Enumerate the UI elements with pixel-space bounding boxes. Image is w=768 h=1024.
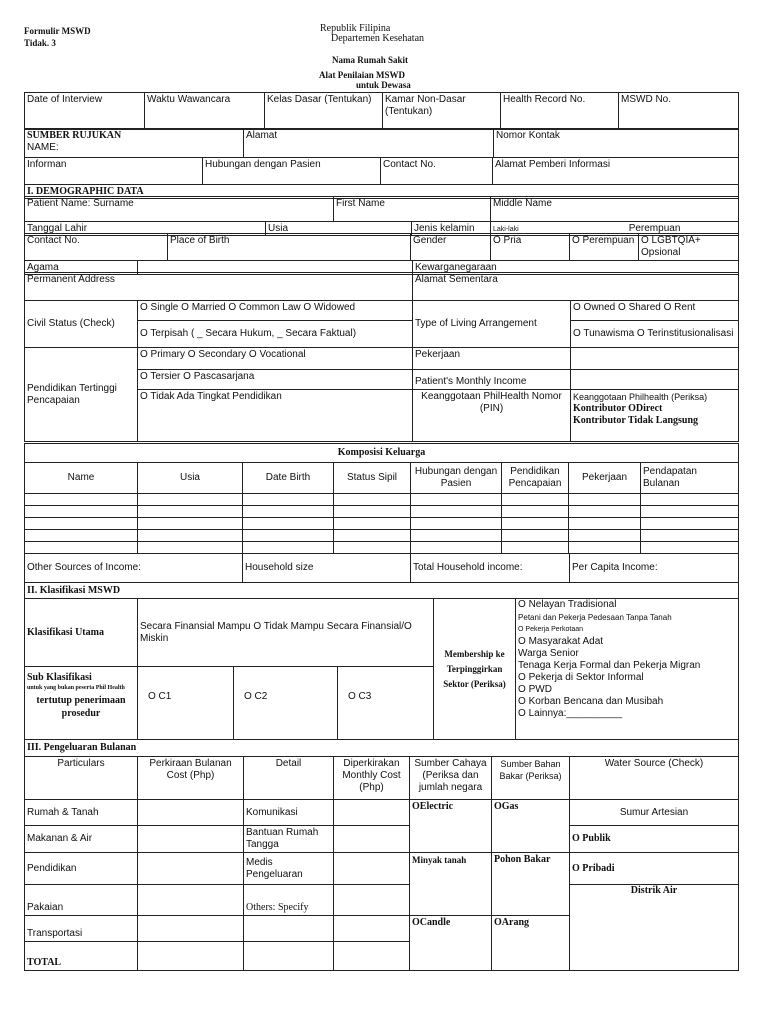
expense-est-cell[interactable] xyxy=(334,826,410,853)
col-estimated-monthly: Diperkirakan Monthly Cost (Php) xyxy=(334,757,410,800)
family-composition-title: Komposisi Keluarga xyxy=(25,444,739,463)
date-of-interview-field[interactable]: Date of Interview xyxy=(25,93,145,130)
gender-male-option[interactable]: O Pria xyxy=(491,234,570,261)
department-label: Departemen Kesehatan xyxy=(331,33,425,44)
sex-female-option[interactable]: Perempuan xyxy=(628,223,681,234)
expense-total-est[interactable] xyxy=(334,942,410,971)
first-name-field[interactable]: First Name xyxy=(334,197,491,222)
informant-address-field[interactable]: Alamat Pemberi Informasi xyxy=(493,158,739,185)
main-classification-label: Klasifikasi Utama xyxy=(25,599,138,667)
family-col-relation: Hubungan dengan Pasien xyxy=(411,463,502,494)
closed-procedure-label: tertutup penerimaan prosedur xyxy=(36,695,126,719)
classification-title: II. Klasifikasi MSWD xyxy=(25,583,739,599)
gender-lgbt-option[interactable]: O LGBTQIA+ Opsional xyxy=(639,234,739,261)
expense-total-cost[interactable] xyxy=(138,942,244,971)
gas-option[interactable]: OGas xyxy=(492,800,570,853)
other-income-field[interactable]: Other Sources of Income: xyxy=(25,554,243,583)
referral-source-label: SUMBER RUJUKAN xyxy=(27,130,122,141)
philhealth-pin-field[interactable]: Keanggotaan PhilHealth Nomor (PIN) xyxy=(413,390,571,442)
contact-gender-row xyxy=(24,233,739,261)
family-col-civil-status: Status Sipil xyxy=(334,463,411,494)
expense-total-label: TOTAL xyxy=(25,942,138,971)
family-col-name: Name xyxy=(25,463,138,494)
sector-option[interactable]: O Lainnya:__________ xyxy=(518,708,623,719)
c1-option[interactable]: O C1 xyxy=(138,667,234,740)
living-options-owned[interactable]: O Owned O Shared O Rent xyxy=(571,301,739,321)
temporary-address-field[interactable]: Alamat Sementara xyxy=(413,273,739,301)
relation-to-patient-field[interactable]: Hubungan dengan Pasien xyxy=(203,158,381,185)
expense-row-housing: Rumah & Tanah xyxy=(25,800,138,826)
education-options-3[interactable]: O Tidak Ada Tingkat Pendidikan xyxy=(138,390,413,442)
expense-row-transport: Transportasi xyxy=(25,916,138,942)
tool-subtitle: untuk Dewasa xyxy=(356,80,411,90)
sector-option[interactable]: O PWD xyxy=(518,684,552,695)
expense-est-cell[interactable] xyxy=(334,885,410,916)
c2-option[interactable]: O C2 xyxy=(234,667,338,740)
middle-name-field[interactable]: Middle Name xyxy=(491,197,739,222)
family-col-birthdate: Date Birth xyxy=(243,463,334,494)
expense-row-clothing: Pakaian xyxy=(25,885,138,916)
private-water-option[interactable]: O Pribadi xyxy=(570,853,739,885)
philhealth-check-label: Keanggotaan Philhealth (Periksa) xyxy=(573,392,708,402)
main-classification-options[interactable]: Secara Finansial Mampu O Tidak Mampu Secara Finansial/O Miskin xyxy=(138,599,434,667)
col-water-source: Water Source (Check) xyxy=(570,757,739,800)
family-col-occupation: Pekerjaan xyxy=(569,463,641,494)
living-options-homeless[interactable]: O Tunawisma O Terinstitusionalisasi xyxy=(571,321,739,348)
family-row[interactable] xyxy=(25,542,739,554)
surname-field[interactable]: Patient Name: Surname xyxy=(25,197,334,222)
non-basic-room-field[interactable]: Kamar Non-Dasar (Tentukan) xyxy=(383,93,501,130)
civil-separated-option[interactable]: O Terpisah ( _ Secara Hukum, _ Secara Faktual) xyxy=(138,321,413,348)
referral-section xyxy=(24,128,739,158)
republic-label: Republik Filipina xyxy=(320,23,391,34)
total-household-income-field[interactable]: Total Household income: xyxy=(411,554,570,583)
family-col-education: Pendidikan Pencapaian xyxy=(502,463,569,494)
sub-classification-label: Sub Klasifikasi xyxy=(27,672,92,683)
col-detail: Detail xyxy=(244,757,334,800)
civil-status-label: Civil Status (Check) xyxy=(25,301,138,348)
expense-cost-cell[interactable] xyxy=(138,885,244,916)
col-estimated-cost: Perkiraan Bulanan Cost (Php) xyxy=(138,757,244,800)
classification-section xyxy=(24,598,739,740)
expense-cost-cell[interactable] xyxy=(138,800,244,826)
expense-detail-cell[interactable] xyxy=(244,916,334,942)
household-size-field[interactable]: Household size xyxy=(243,554,411,583)
living-arrangement-label: Type of Living Arrangement xyxy=(413,301,571,348)
birthdate-field[interactable]: Tanggal Lahir xyxy=(25,222,266,236)
expense-est-cell[interactable] xyxy=(334,800,410,826)
education-section xyxy=(24,347,739,442)
classification-title-row xyxy=(24,582,739,599)
col-fuel-source: Sumber Bahan Bakar (Periksa) xyxy=(492,757,570,800)
kerosene-option[interactable]: Minyak tanah xyxy=(410,853,492,916)
family-composition-title-row xyxy=(24,443,739,463)
nationality-field[interactable]: Kewarganegaraan xyxy=(413,261,739,275)
demographic-title: I. DEMOGRAPHIC DATA xyxy=(25,185,739,199)
detail-household-help: Bantuan Rumah Tangga xyxy=(244,826,334,853)
detail-others: Others: Specify xyxy=(244,885,334,916)
sector-option[interactable]: Petani dan Pekerja Pedesaan Tanpa Tanah xyxy=(518,613,672,622)
family-row[interactable] xyxy=(25,530,739,542)
form-code: Formulir MSWD xyxy=(24,26,91,36)
permanent-address-field[interactable]: Permanent Address xyxy=(25,273,413,301)
sector-option[interactable]: O Masyarakat Adat xyxy=(518,636,604,647)
sub-classification-note: untuk yang bukan peserta Phil Health xyxy=(27,685,125,691)
education-options-2[interactable]: O Tersier O Pascasarjana xyxy=(138,370,413,390)
household-income-row xyxy=(24,553,739,583)
col-light-source: Sumber Cahaya (Periksa dan jumlah negara xyxy=(410,757,492,800)
expenses-title: III. Pengeluaran Bulanan xyxy=(25,740,739,757)
referral-name-field[interactable]: NAME: xyxy=(27,142,59,153)
expenses-table xyxy=(24,756,739,971)
sector-option[interactable]: Tenaga Kerja Formal dan Pekerja Migran xyxy=(518,660,701,671)
expense-cost-cell[interactable] xyxy=(138,916,244,942)
monthly-income-field[interactable]: Patient's Monthly Income xyxy=(413,370,571,390)
religion-field[interactable]: Agama xyxy=(25,261,138,275)
informant-contact-field[interactable]: Contact No. xyxy=(381,158,493,185)
patient-name-row xyxy=(24,196,739,222)
col-particulars: Particulars xyxy=(25,757,138,800)
detail-communication: Komunikasi xyxy=(244,800,334,826)
expense-est-cell[interactable] xyxy=(334,853,410,885)
education-options-1[interactable]: O Primary O Secondary O Vocational xyxy=(138,348,413,370)
sector-option[interactable]: O Korban Bencana dan Musibah xyxy=(518,696,664,707)
electric-option[interactable]: OElectric xyxy=(410,800,492,853)
contributor-indirect-option[interactable]: Kontributor Tidak Langsung xyxy=(573,415,699,426)
gender-female-option[interactable]: O Perempuan xyxy=(570,234,639,261)
address-row xyxy=(24,272,739,301)
sex-male-option[interactable]: Laki-laki xyxy=(493,226,519,233)
sector-option[interactable]: O Pekerja di Sektor Informal xyxy=(518,672,644,683)
sex-label: Jenis kelamin xyxy=(412,222,491,236)
patient-contact-field[interactable]: Contact No. xyxy=(25,234,168,261)
referral-address-field[interactable]: Alamat xyxy=(244,129,494,158)
informant-field[interactable]: Informan xyxy=(25,158,203,185)
education-label: Pendidikan Tertinggi Pencapaian xyxy=(25,348,138,442)
family-row[interactable] xyxy=(25,518,739,530)
expense-cost-cell[interactable] xyxy=(138,826,244,853)
form-number: Tidak. 3 xyxy=(24,38,56,48)
mswd-no-field[interactable]: MSWD No. xyxy=(619,93,739,130)
sector-membership-label: Membership ke Terpinggirkan Sektor (Periksa) xyxy=(434,599,516,740)
sector-option[interactable]: Warga Senior xyxy=(518,648,579,659)
wood-option[interactable]: OArang xyxy=(492,916,570,971)
assessment-form-top xyxy=(24,92,739,130)
charcoal-option[interactable]: Pohon Bakar xyxy=(492,853,570,916)
occupation-field[interactable]: Pekerjaan xyxy=(413,348,571,370)
family-col-income: Pendapatan Bulanan xyxy=(641,463,739,494)
referral-contact-field[interactable]: Nomor Kontak xyxy=(494,129,739,158)
contributor-direct-option[interactable]: Kontributor ODirect xyxy=(573,403,663,414)
family-table xyxy=(24,462,739,554)
expenses-title-row xyxy=(24,739,739,757)
expense-est-cell[interactable] xyxy=(334,916,410,942)
family-row[interactable] xyxy=(25,506,739,518)
expense-cost-cell[interactable] xyxy=(138,853,244,885)
age-field[interactable]: Usia xyxy=(266,222,412,236)
per-capita-income-field[interactable]: Per Capita Income: xyxy=(570,554,739,583)
candle-option[interactable]: OCandle xyxy=(410,916,492,971)
expense-row-food: Makanan & Air xyxy=(25,826,138,853)
tool-title: Alat Penilaian MSWD xyxy=(319,70,406,80)
family-col-age: Usia xyxy=(138,463,243,494)
civil-status-options[interactable]: O Single O Married O Common Law O Widowed xyxy=(138,301,413,321)
artesian-well-option[interactable]: Sumur Artesian xyxy=(570,800,739,826)
c3-option[interactable]: O C3 xyxy=(338,667,434,740)
hospital-label: Nama Rumah Sakit xyxy=(332,55,409,65)
civil-status-section xyxy=(24,300,739,348)
health-record-field[interactable]: Health Record No. xyxy=(501,93,619,130)
basic-class-field[interactable]: Kelas Dasar (Tentukan) xyxy=(265,93,383,130)
public-water-option[interactable]: O Publik xyxy=(570,826,739,853)
family-row[interactable] xyxy=(25,494,739,506)
detail-medical: Medis Pengeluaran xyxy=(244,853,334,885)
interview-time-field[interactable]: Waktu Wawancara xyxy=(145,93,265,130)
sector-option[interactable]: O Nelayan Tradisional xyxy=(518,599,617,610)
birthplace-field[interactable]: Place of Birth xyxy=(168,234,411,261)
informant-row xyxy=(24,157,739,185)
expense-row-education: Pendidikan xyxy=(25,853,138,885)
gender-label: Gender xyxy=(411,234,491,261)
water-district-option[interactable]: Distrik Air xyxy=(570,885,739,971)
sector-option[interactable]: O Pekerja Perkotaan xyxy=(518,626,584,633)
